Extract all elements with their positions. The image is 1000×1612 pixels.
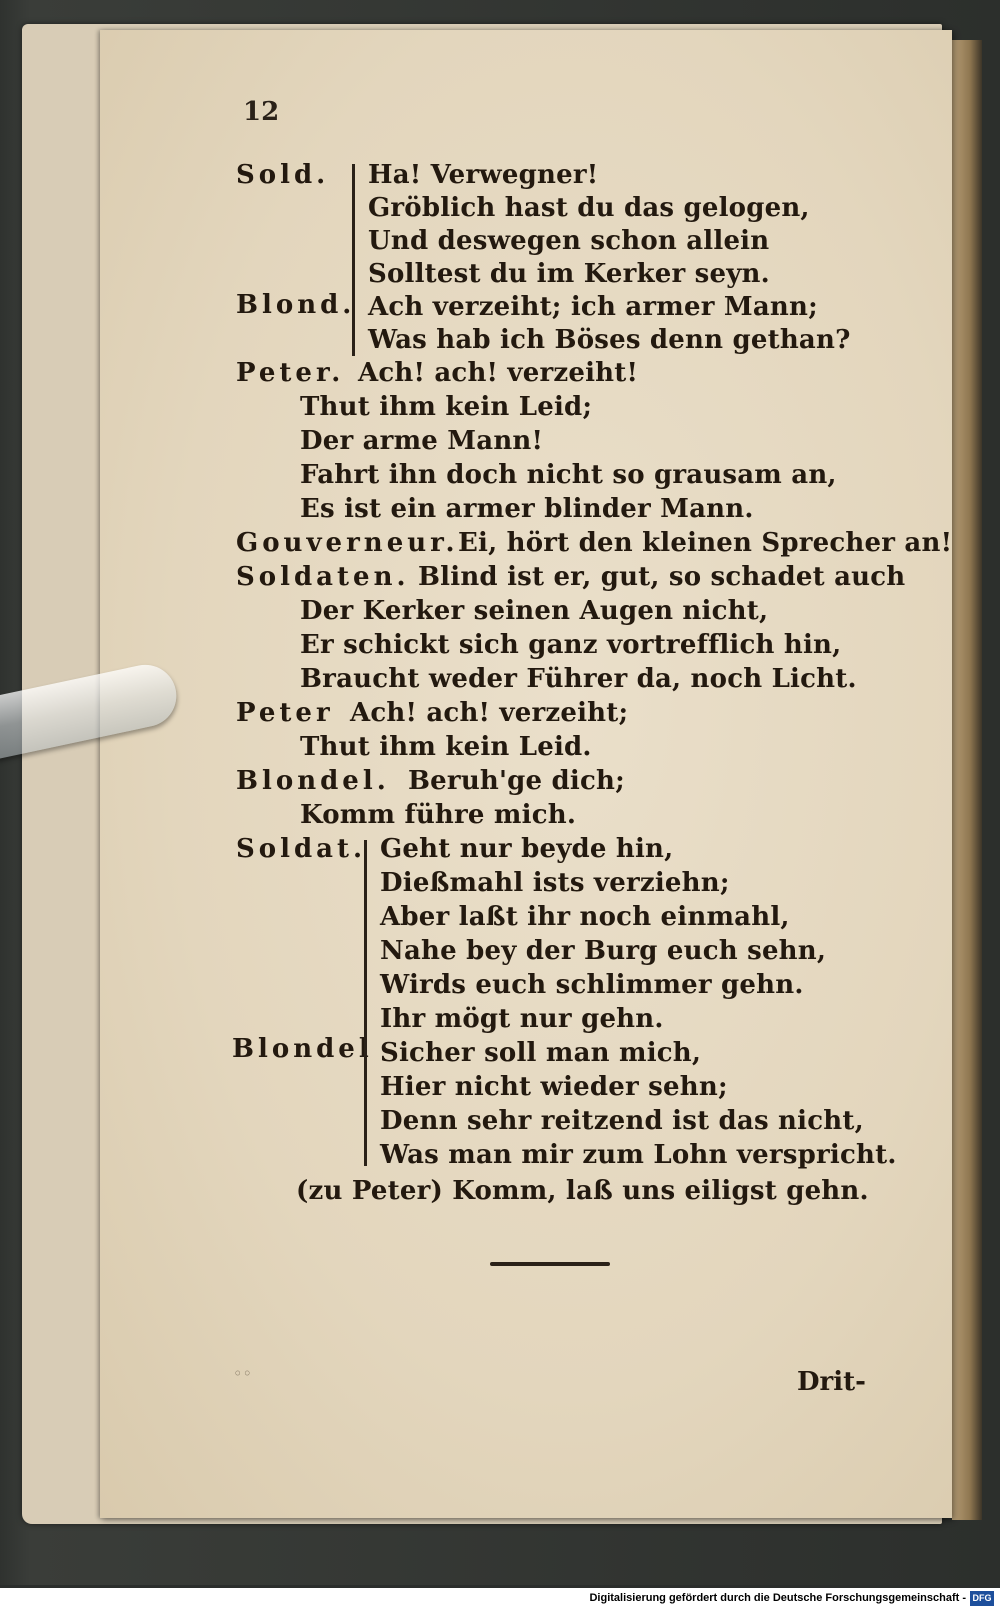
verse-line: Gröblich hast du das gelogen, [368, 193, 810, 223]
speaker-blondel: Blondel [232, 1034, 373, 1064]
verse-line: Nahe bey der Burg euch sehn, [380, 936, 827, 966]
verse-line: Sicher soll man mich, [380, 1038, 702, 1068]
verse-line: Ach verzeiht; ich armer Mann; [368, 292, 818, 322]
verse-line: Thut ihm kein Leid; [300, 392, 593, 422]
footer-bar [0, 1588, 1000, 1612]
page-number: 12 [243, 97, 280, 127]
verse-line: Ihr mögt nur gehn. [380, 1004, 664, 1034]
speaker-blond: Blond. [236, 290, 356, 320]
verse-line: Ach! ach! verzeiht; [350, 698, 629, 728]
verse-line: Solltest du im Kerker seyn. [368, 259, 770, 289]
speaker-peter: Peter. [236, 358, 345, 388]
verse-line: Ach! ach! verzeiht! [358, 358, 639, 388]
verse-line: Komm führe mich. [300, 800, 577, 830]
footer-text: Digitalisierung gefördert durch die Deutsche Forschungsgemeinschaft - [589, 1592, 966, 1604]
speaker-blondel: Blondel. [236, 766, 390, 796]
closing-line: (zu Peter) Komm, laß uns eiligst gehn. [296, 1176, 869, 1206]
verse-line: Wirds euch schlimmer gehn. [380, 970, 804, 1000]
verse-line: Es ist ein armer blinder Mann. [300, 494, 754, 524]
speaker-gouverneur: Gouverneur. [236, 528, 459, 558]
catchword: Drit- [797, 1367, 866, 1397]
dfg-logo-icon: DFG [970, 1591, 994, 1606]
speech-brace [364, 840, 367, 1166]
verse-line: Und deswegen schon allein [368, 226, 770, 256]
verse-line: Der arme Mann! [300, 426, 544, 456]
verse-line: Ha! Verwegner! [368, 160, 599, 190]
verse-line: Geht nur beyde hin, [380, 834, 674, 864]
verse-line: Denn sehr reitzend ist das nicht, [380, 1106, 864, 1136]
speaker-soldat: Soldat. [236, 834, 367, 864]
verse-line: Dießmahl ists verziehn; [380, 868, 730, 898]
speech-brace [352, 164, 355, 356]
ink-smudge: ◦◦ [233, 1364, 252, 1383]
verse-line: Der Kerker seinen Augen nicht, [300, 596, 769, 626]
verse-line: Beruh'ge dich; [408, 766, 625, 796]
verse-line: Ei, hört den kleinen Sprecher an! [458, 528, 953, 558]
verse-line: Was hab ich Böses denn gethan? [368, 325, 851, 355]
verse-line: Thut ihm kein Leid. [300, 732, 592, 762]
verse-line: Was man mir zum Lohn verspricht. [380, 1140, 897, 1170]
section-rule [490, 1262, 610, 1266]
verse-line: Fahrt ihn doch nicht so grausam an, [300, 460, 837, 490]
verse-line: Blind ist er, gut, so schadet auch [418, 562, 906, 592]
verse-line: Hier nicht wieder sehn; [380, 1072, 728, 1102]
verse-line: Braucht weder Führer da, noch Licht. [300, 664, 857, 694]
speaker-sold: Sold. [236, 160, 330, 190]
speaker-soldaten: Soldaten. [236, 562, 410, 592]
speaker-peter: Peter [236, 698, 334, 728]
verse-line: Er schickt sich ganz vortrefflich hin, [300, 630, 842, 660]
verse-line: Aber laßt ihr noch einmahl, [380, 902, 790, 932]
